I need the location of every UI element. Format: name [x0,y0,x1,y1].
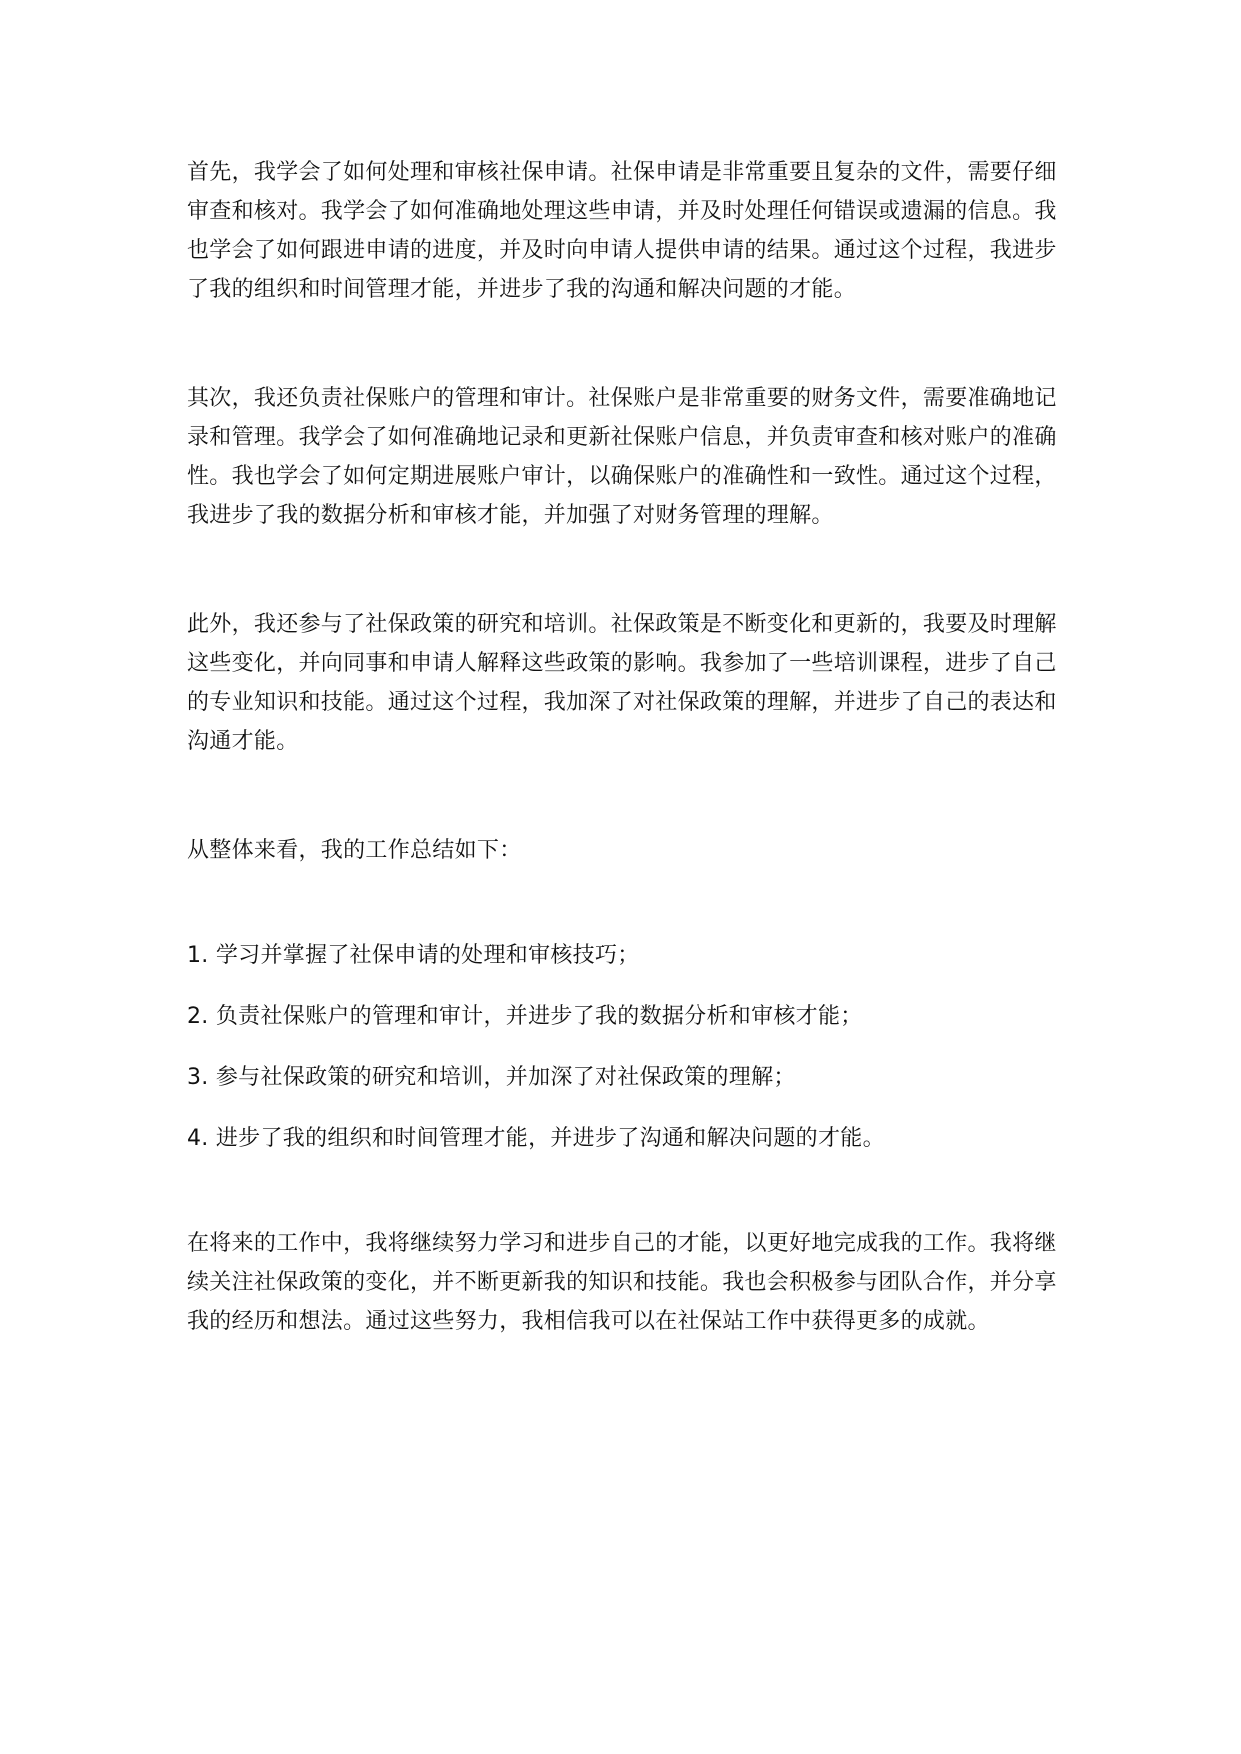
paragraph-spacer [187,309,1067,379]
summary-list-item: 4. 进步了我的组织和时间管理才能，并进步了沟通和解决问题的才能。 [187,1126,885,1151]
summary-list-item: 3. 参与社保政策的研究和培训，并加深了对社保政策的理解； [187,1065,796,1090]
paragraph-account-audit: 其次，我还负责社保账户的管理和审计。社保账户是非常重要的财务文件，需要准确地记录和管理。我学会了如何准确地记录和更新社保账户信息，并负责审查和核对账户的准确性。我也学会了如何定期进展账户审计，以确保账户的准确性和一致性。通过这个过程，我进步了我的数据分析和审核才能，并加强了对财务管理的理解。 [187,386,1057,528]
document-body [187,153,1067,1341]
paragraph-policy-training: 此外，我还参与了社保政策的研究和培训。社保政策是不断变化和更新的，我要及时理解这些变化，并向同事和申请人解释这些政策的影响。我参加了一些培训课程，进步了自己的专业知识和技能。通过这个过程，我加深了对社保政策的理解，并进步了自己的表达和沟通才能。 [187,612,1057,754]
summary-list-item: 2. 负责社保账户的管理和审计，并进步了我的数据分析和审核才能； [187,1004,863,1029]
summary-list [187,936,1067,1158]
paragraph-spacer [187,1180,1067,1224]
paragraph-spacer [187,870,1067,936]
paragraph-application-review: 首先，我学会了如何处理和审核社保申请。社保申请是非常重要且复杂的文件，需要仔细审查和核对。我学会了如何准确地处理这些申请，并及时处理任何错误或遗漏的信息。我也学会了如何跟进申请的进度，并及时向申请人提供申请的结果。通过这个过程，我进步了我的组织和时间管理才能，并进步了我的沟通和解决问题的才能。 [187,160,1057,302]
paragraph-spacer [187,535,1067,605]
summary-intro: 从整体来看，我的工作总结如下： [187,838,522,863]
paragraph-spacer [187,761,1067,831]
closing-paragraph: 在将来的工作中，我将继续努力学习和进步自己的才能，以更好地完成我的工作。我将继续关注社保政策的变化，并不断更新我的知识和技能。我也会积极参与团队合作，并分享我的经历和想法。通过这些努力，我相信我可以在社保站工作中获得更多的成就。 [187,1231,1057,1334]
summary-list-item: 1. 学习并掌握了社保申请的处理和审核技巧； [187,943,640,968]
